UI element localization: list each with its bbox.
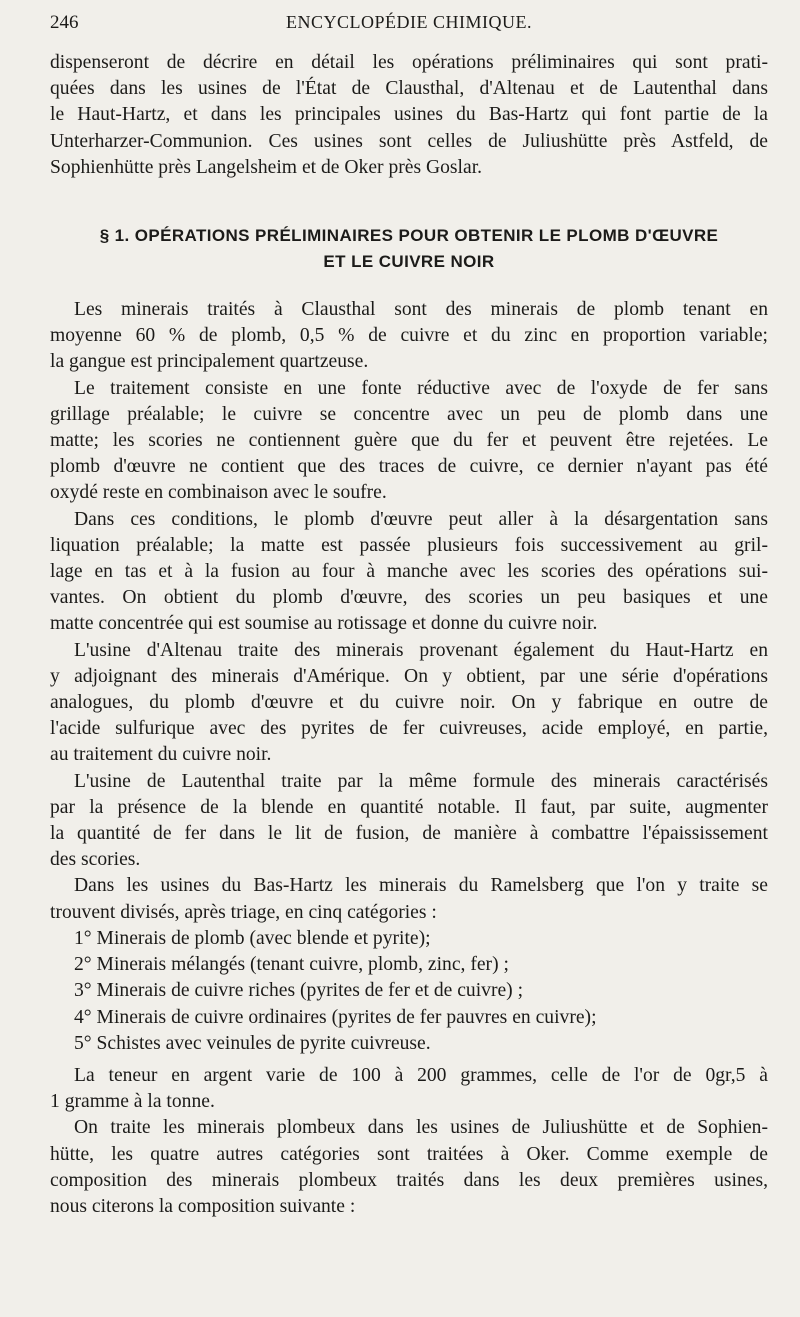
text-line: des scories. bbox=[50, 849, 141, 871]
paragraph bbox=[50, 1115, 768, 1220]
list-item: 3° Minerais de cuivre riches (pyrites de fer et de cuivre) ; bbox=[74, 980, 524, 1002]
text-line: trouvent divisés, après triage, en cinq catégories : bbox=[50, 901, 437, 923]
text-line: analogues, du plomb d'œuvre et du cuivre noir. On y fabrique en outre de bbox=[50, 692, 768, 714]
text-line: la quantité de fer dans le lit de fusion, de manière à combattre l'épaississement bbox=[50, 823, 768, 845]
list-item: 4° Minerais de cuivre ordinaires (pyrites de fer pauvres en cuivre); bbox=[74, 1006, 597, 1028]
section-heading-continued: ET LE CUIVRE NOIR bbox=[323, 252, 495, 272]
text-line: composition des minerais plombeux traités dans les deux premières usines, bbox=[50, 1169, 768, 1191]
text-line: La teneur en argent varie de 100 à 200 grammes, celle de l'or de 0gr,5 à bbox=[74, 1064, 768, 1086]
text-line: grillage préalable; le cuivre se concentre avec un peu de plomb dans une bbox=[50, 403, 768, 425]
paragraph bbox=[50, 769, 768, 874]
page-number: 246 bbox=[50, 12, 79, 33]
paragraph bbox=[50, 1063, 768, 1115]
text-line: hütte, les quatre autres catégories sont traitées à Oker. Comme exemple de bbox=[50, 1143, 768, 1165]
text-line: quées dans les usines de l'État de Clausthal, d'Altenau et de Lautenthal dans bbox=[50, 78, 768, 100]
paragraph bbox=[50, 507, 768, 638]
text-line: plomb d'œuvre ne contient que des traces de cuivre, ce dernier n'ayant pas été bbox=[50, 456, 768, 478]
section-heading: § 1. OPÉRATIONS PRÉLIMINAIRES POUR OBTENIR LE PLOMB D'ŒUVRE bbox=[99, 226, 719, 246]
text-line: l'acide sulfurique avec des pyrites de fer cuivreuses, acide employé, en partie, bbox=[50, 718, 768, 740]
paragraph bbox=[50, 376, 768, 507]
paragraph bbox=[50, 638, 768, 769]
text-line: le Haut-Hartz, et dans les principales usines du Bas-Hartz qui font partie de la bbox=[50, 104, 768, 126]
text-line: L'usine d'Altenau traite des minerais provenant également du Haut-Hartz en bbox=[74, 639, 768, 661]
category-list bbox=[50, 926, 768, 1057]
paragraph bbox=[50, 873, 768, 925]
text-line: y adjoignant des minerais d'Amérique. On y obtient, par une série d'opérations bbox=[50, 665, 768, 687]
text-line: vantes. On obtient du plomb d'œuvre, des scories un peu basiques et une bbox=[50, 587, 768, 609]
body-text bbox=[50, 50, 768, 1220]
list-item: 2° Minerais mélangés (tenant cuivre, plomb, zinc, fer) ; bbox=[74, 954, 509, 976]
text-line: Unterharzer-Communion. Ces usines sont celles de Juliushütte près Astfeld, de bbox=[50, 130, 768, 152]
running-title: ENCYCLOPÉDIE CHIMIQUE. bbox=[286, 12, 532, 32]
text-line: Le traitement consiste en une fonte réductive avec de l'oxyde de fer sans bbox=[74, 377, 768, 399]
text-line: 1 gramme à la tonne. bbox=[50, 1091, 215, 1113]
text-line: au traitement du cuivre noir. bbox=[50, 744, 272, 766]
text-line: nous citerons la composition suivante : bbox=[50, 1195, 356, 1217]
list-item: 5° Schistes avec veinules de pyrite cuivreuse. bbox=[74, 1032, 431, 1054]
text-line: matte; les scories ne contiennent guère que du fer et peuvent être rejetées. Le bbox=[50, 430, 768, 452]
text-line: la gangue est principalement quartzeuse. bbox=[50, 351, 369, 373]
text-line: Dans les usines du Bas-Hartz les minerais du Ramelsberg que l'on y traite se bbox=[74, 875, 768, 897]
text-line: On traite les minerais plombeux dans les usines de Juliushütte et de Sophien- bbox=[74, 1117, 768, 1139]
page-header bbox=[50, 12, 768, 42]
intro-paragraph bbox=[50, 50, 768, 181]
text-line: oxydé reste en combinaison avec le soufre. bbox=[50, 482, 387, 504]
text-line: lage en tas et à la fusion au four à manche avec les scories des opérations sui- bbox=[50, 561, 768, 583]
text-line: dispenseront de décrire en détail les opérations préliminaires qui sont prati- bbox=[50, 52, 768, 73]
paragraph bbox=[50, 297, 768, 376]
text-line: liquation préalable; la matte est passée plusieurs fois successivement au gril- bbox=[50, 534, 768, 556]
text-line: L'usine de Lautenthal traite par la même formule des minerais caractérisés bbox=[74, 770, 768, 792]
text-line: par la présence de la blende en quantité notable. Il faut, par suite, augmenter bbox=[50, 796, 768, 818]
list-item: 1° Minerais de plomb (avec blende et pyrite); bbox=[74, 927, 431, 949]
text-line: moyenne 60 % de plomb, 0,5 % de cuivre et du zinc en proportion variable; bbox=[50, 325, 768, 347]
text-line: Les minerais traités à Clausthal sont des minerais de plomb tenant en bbox=[74, 299, 768, 321]
text-line: Sophienhütte près Langelsheim et de Oker près Goslar. bbox=[50, 156, 483, 178]
text-line: Dans ces conditions, le plomb d'œuvre peut aller à la désargentation sans bbox=[74, 508, 768, 530]
text-line: matte concentrée qui est soumise au rotissage et donne du cuivre noir. bbox=[50, 613, 598, 635]
